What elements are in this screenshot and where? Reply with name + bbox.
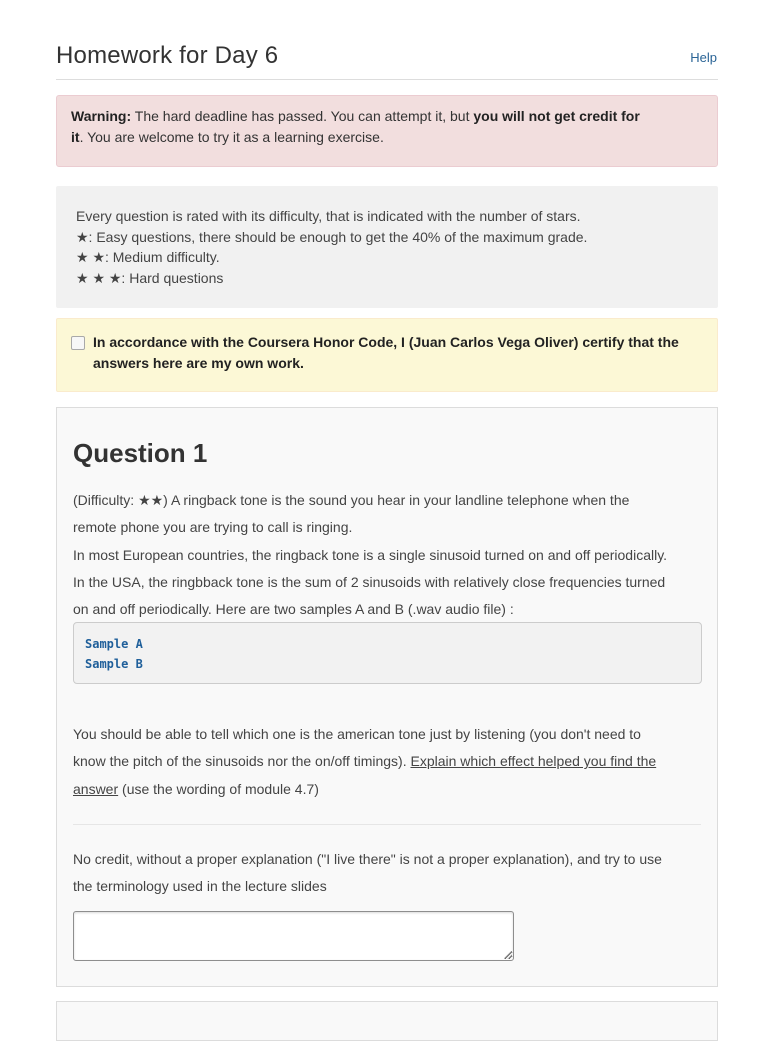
instruction-text: (use the wording of module 4.7) bbox=[118, 780, 319, 797]
instruction-line bbox=[73, 748, 705, 775]
honor-code-box bbox=[56, 318, 718, 392]
credit-note-line: the terminology used in the lecture slides bbox=[73, 878, 327, 895]
question-title: Question 1 bbox=[73, 438, 208, 468]
honor-code-text[interactable]: In accordance with the Coursera Honor Code, I (Juan Carlos Vega Oliver) certify that the answers here are my own work. bbox=[93, 334, 679, 371]
resize-grip-icon[interactable] bbox=[504, 951, 512, 959]
info-line: ★ ★ ★: Hard questions bbox=[76, 269, 224, 286]
info-line: ★: Easy questions, there should be enough to get the 40% of the maximum grade. bbox=[76, 228, 588, 245]
answer-textarea[interactable] bbox=[73, 911, 514, 961]
question-description bbox=[73, 487, 705, 623]
warning-label: Warning: bbox=[71, 108, 132, 124]
explain-effect-link[interactable]: Explain which effect helped you find the bbox=[410, 753, 657, 770]
sample-b-link[interactable]: Sample B bbox=[85, 657, 143, 671]
sample-a-link[interactable]: Sample A bbox=[85, 637, 143, 651]
instruction-line bbox=[73, 776, 705, 803]
question-line: remote phone you are trying to call is ringing. bbox=[73, 519, 353, 536]
info-line: ★ ★: Medium difficulty. bbox=[76, 249, 220, 265]
question-line: In the USA, the ringbback tone is the sum of 2 sinusoids with relatively close frequencies turned bbox=[73, 573, 666, 590]
honor-code-checkbox[interactable] bbox=[71, 336, 85, 350]
question-line: (Difficulty: ★★) A ringback tone is the sound you hear in your landline telephone when the bbox=[73, 492, 630, 508]
page-header bbox=[56, 0, 718, 80]
help-link[interactable]: Help bbox=[690, 50, 717, 65]
divider bbox=[73, 824, 701, 825]
warning-text-1: The hard deadline has passed. You can attempt it, but bbox=[131, 108, 474, 124]
deadline-warning bbox=[56, 95, 718, 167]
instruction-line: You should be able to tell which one is the american tone just by listening (you don't need to bbox=[73, 726, 641, 742]
question-2-card bbox=[56, 1001, 718, 1041]
explain-effect-link-cont[interactable]: answer bbox=[73, 780, 119, 797]
question-1 bbox=[56, 407, 718, 987]
credit-note bbox=[73, 846, 705, 901]
warning-bold-2: it bbox=[71, 129, 80, 145]
page-title: Homework for Day 6 bbox=[56, 42, 279, 69]
instruction-text: know the pitch of the sinusoids nor the on/off timings). bbox=[73, 753, 411, 770]
samples-box bbox=[73, 622, 702, 684]
question-line: on and off periodically. Here are two samples A and B (.wav audio file) : bbox=[73, 601, 514, 618]
warning-text-2: . You are welcome to try it as a learning exercise. bbox=[79, 129, 384, 145]
homework-page bbox=[56, 0, 718, 895]
difficulty-info bbox=[56, 186, 718, 308]
question-line: In most European countries, the ringback tone is a single sinusoid turned on and off periodically. bbox=[73, 546, 668, 563]
info-line: Every question is rated with its difficulty, that is indicated with the number of stars. bbox=[76, 208, 581, 224]
warning-bold-1: you will not get credit for bbox=[473, 108, 640, 124]
question-instructions bbox=[73, 721, 705, 803]
credit-note-line: No credit, without a proper explanation ("I live there" is not a proper explanation), and try to use bbox=[73, 851, 662, 867]
